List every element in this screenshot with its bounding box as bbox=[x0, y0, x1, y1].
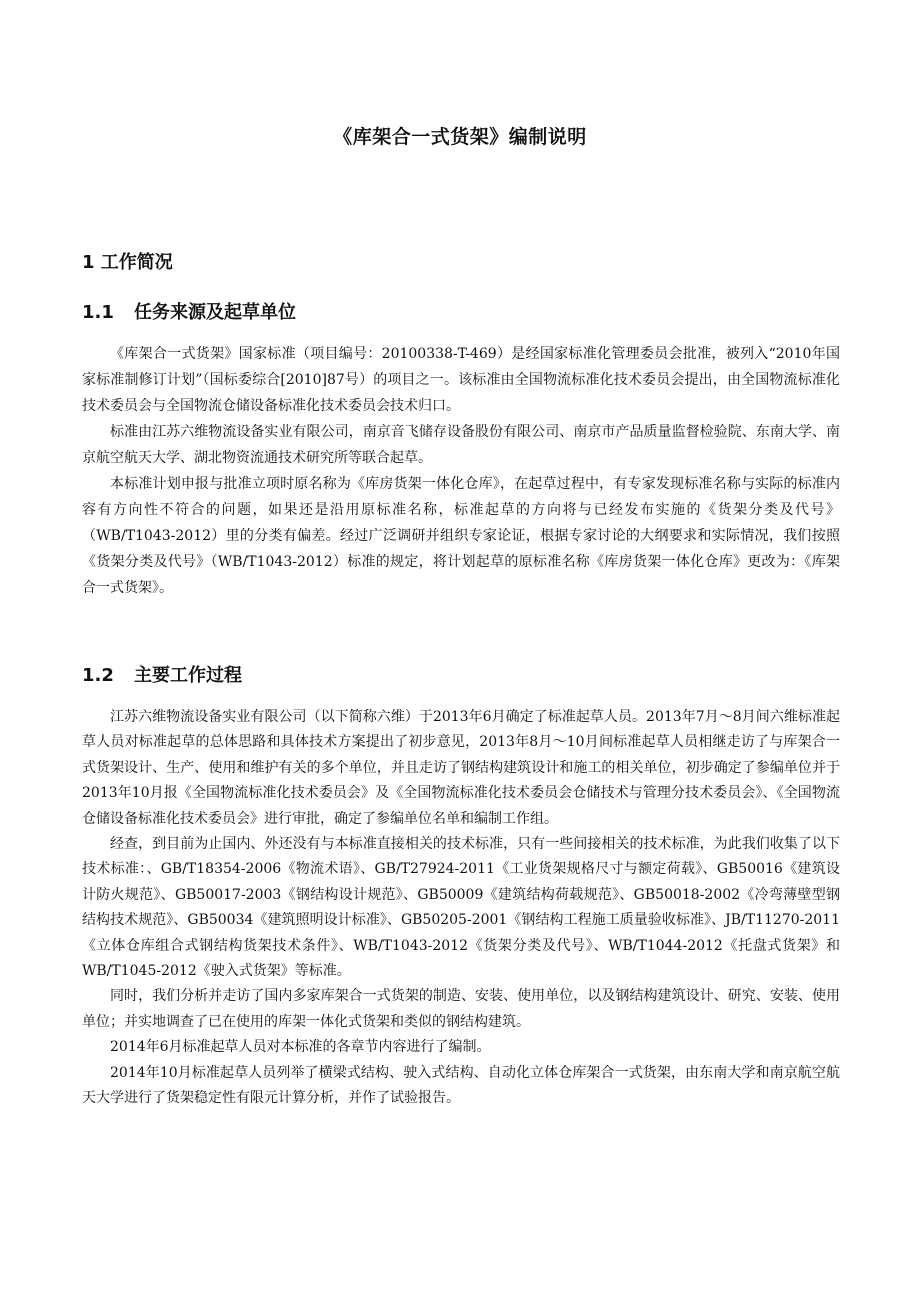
paragraph: 同时，我们分析并走访了国内多家库架合一式货架的制造、安装、使用单位，以及钢结构建筑设计、研究、安装、使用单位；并实地调查了已在使用的库架一体化式货架和类似的钢结构建筑。 bbox=[82, 988, 840, 1030]
paragraph: 江苏六维物流设备实业有限公司（以下简称六维）于2013年6月确定了标准起草人员。2013年7月～8月间六维标准起草人员对标准起草的总体思路和具体技术方案提出了初步意见，2013年8月～10月间标准起草人员相继走访了与库架合一式货架设计、生产、使用和维护有关的多个单位，并且走访了钢结构建筑设计和施工的相关单位，初步确定了参编单位并于2013年10月报《全国物流标准化技术委员会》及《全国物流标准化技术委员会仓储技术与管理分技术委员会》、《全国物流仓储设备标准化技术委员会》进行审批，确定了参编单位名单和编制工作组。 bbox=[82, 709, 840, 827]
section-1-2-body bbox=[82, 705, 840, 1112]
paragraph: 《库架合一式货架》国家标准（项目编号：20100338-T-469）是经国家标准化管理委员会批准，被列入“2010年国家标准制修订计划”（国标委综合[2010]87号）的项目之一。该标准由全国物流标准化技术委员会提出，由全国物流标准化技术委员会与全国物流仓储设备标准化技术委员会技术归口。 bbox=[82, 346, 840, 414]
section-1-1-title: 任务来源及起草单位 bbox=[134, 302, 296, 323]
section-1-1-body bbox=[82, 341, 840, 601]
paragraph: 标准由江苏六维物流设备实业有限公司，南京音飞储存设备股份有限公司、南京市产品质量监督检验院、东南大学、南京航空航天大学、湖北物资流通技术研究所等联合起草。 bbox=[82, 424, 840, 466]
document-title: 《库架合一式货架》编制说明 bbox=[333, 126, 587, 148]
section-1-2-heading bbox=[82, 661, 242, 687]
section-1-1-number: 1.1 bbox=[82, 302, 114, 323]
section-1-2-number: 1.2 bbox=[82, 665, 114, 686]
paragraph: 2014年10月标准起草人员列举了横梁式结构、驶入式结构、自动化立体仓库架合一式货架，由东南大学和南京航空航天大学进行了货架稳定性有限元计算分析，并作了试验报告。 bbox=[82, 1064, 840, 1107]
paragraph: 本标准计划申报与批准立项时原名称为《库房货架一体化仓库》，在起草过程中，有专家发现标准名称与实际的标准内容有方向性不符合的问题，如果还是沿用原标准名称，标准起草的方向将与已经发布实施的《货架分类及代号》（WB/T1043-2012）里的分类有偏差。经过广泛调研并组织专家论证，根据专家讨论的大纲要求和实际情况，我们按照《货架分类及代号》（WB/T1043-2012）标准的规定，将计划起草的原标准名称《库房货架一体化仓库》更改为：《库架合一式货架》。 bbox=[82, 476, 840, 596]
section-1-1-heading bbox=[82, 298, 296, 324]
paragraph: 经查，到目前为止国内、外还没有与本标准直接相关的技术标准，只有一些间接相关的技术标准，为此我们收集了以下技术标准：、GB/T18354-2006《物流术语》、GB/T27924-2011《工业货架规格尺寸与额定荷载》、GB50016《建筑设计防火规范》、GB50017-2003《钢结构设计规范》、GB50009《建筑结构荷载规范》、GB50018-2002《冷弯薄壁型钢结构技术规范》、GB50034《建筑照明设计标准》、GB50205-2001《钢结构工程施工质量验收标准》、JB/T11270-2011《立体仓库组合式钢结构货架技术条件》、WB/T1043-2012《货架分类及代号》、WB/T1044-2012《托盘式货架》和WB/T1045-2012《驶入式货架》等标准。 bbox=[82, 836, 840, 980]
section-1-2-title: 主要工作过程 bbox=[134, 665, 242, 686]
paragraph: 2014年6月标准起草人员对本标准的各章节内容进行了编制。 bbox=[110, 1039, 491, 1056]
section-1-heading: 1 工作简况 bbox=[82, 252, 173, 273]
